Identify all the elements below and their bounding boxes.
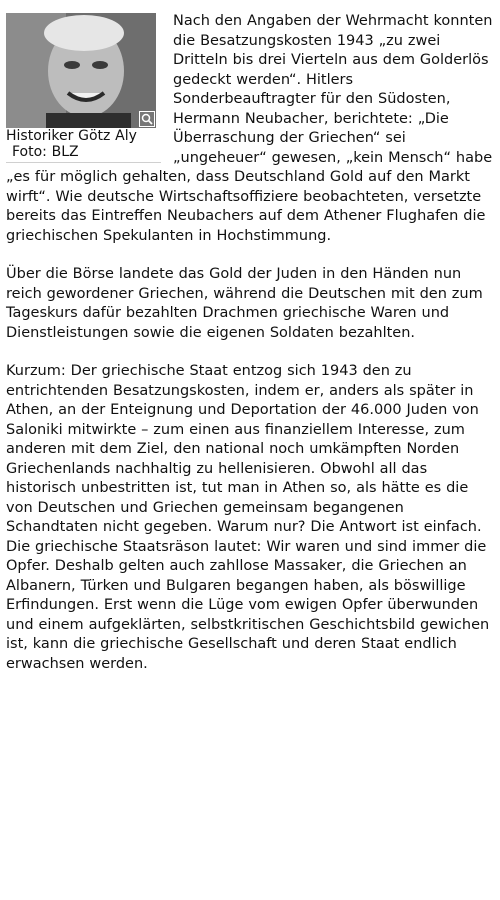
author-figure: [6, 13, 161, 163]
paragraph-3: Kurzum: Der griechische Staat entzog sich 1943 den zu entrichtenden Besatzungskosten, indem er, anders als später in Athen, an der Enteignung und Deportation der 46.000 Juden von Saloniki mitwirkte – zum einen aus finanziellem Interesse, zum anderen mit dem Ziel, den national noch umkämpften Norden Griechenlands nachhaltig zu hellenisieren. Obwohl all das historisch unbestritten ist, tut man in Athen so, als hätte es die von Deutschen und Griechen gemeinsam begangenen Schandtaten nicht gegeben. Warum nur? Die Antwort ist einfach. Die griechische Staatsräson lautet: Wir waren und sind immer die Opfer. Deshalb gelten auch zahllose Massaker, die Griechen an Albanern, Türken und Bulgaren begangen haben, als böswillige Erfindungen. Erst wenn die Lüge vom ewigen Opfer überwunden und einem aufgeklärten, selbstkritischen Geschichtsbild gewichen ist, kann die griechische Gesellschaft und deren Staat endlich erwachsen werden.: [6, 363, 490, 672]
magnifier-icon[interactable]: [139, 111, 155, 127]
paragraph-1: Nach den Angaben der Wehrmacht konnten die Besatzungskosten 1943 „zu zwei Dritteln bis drei Vierteln aus dem Golderlös gedeckt werden“. Hitlers Sonderbeauftragter für den Südosten, Hermann Neubacher, berichtete: „Die Überraschung der Griechen“ sei „ungeheuer“ gewesen, „kein Mensch“ habe „es für möglich gehalten, dass Deutschland Gold auf den Markt wirft“. Wie deutsche Wirtschaftsoffiziere beobachteten, versetzte bereits das Eintreffen Neubachers auf dem Athener Flughafen die griechischen Spekulanten in Hochstimmung.: [6, 13, 493, 244]
author-photo[interactable]: [6, 13, 156, 128]
photo-credit: Foto: BLZ: [12, 144, 79, 160]
paragraph-2: Über die Börse landete das Gold der Juden in den Händen nun reich gewordener Griechen, während die Deutschen mit den zum Tageskurs dafür bezahlten Drachmen griechische Waren und Dienstleistungen sowie die eigenen Soldaten bezahlten.: [6, 266, 483, 341]
portrait-image: [6, 13, 156, 128]
photo-caption: Historiker Götz Aly: [6, 128, 137, 144]
